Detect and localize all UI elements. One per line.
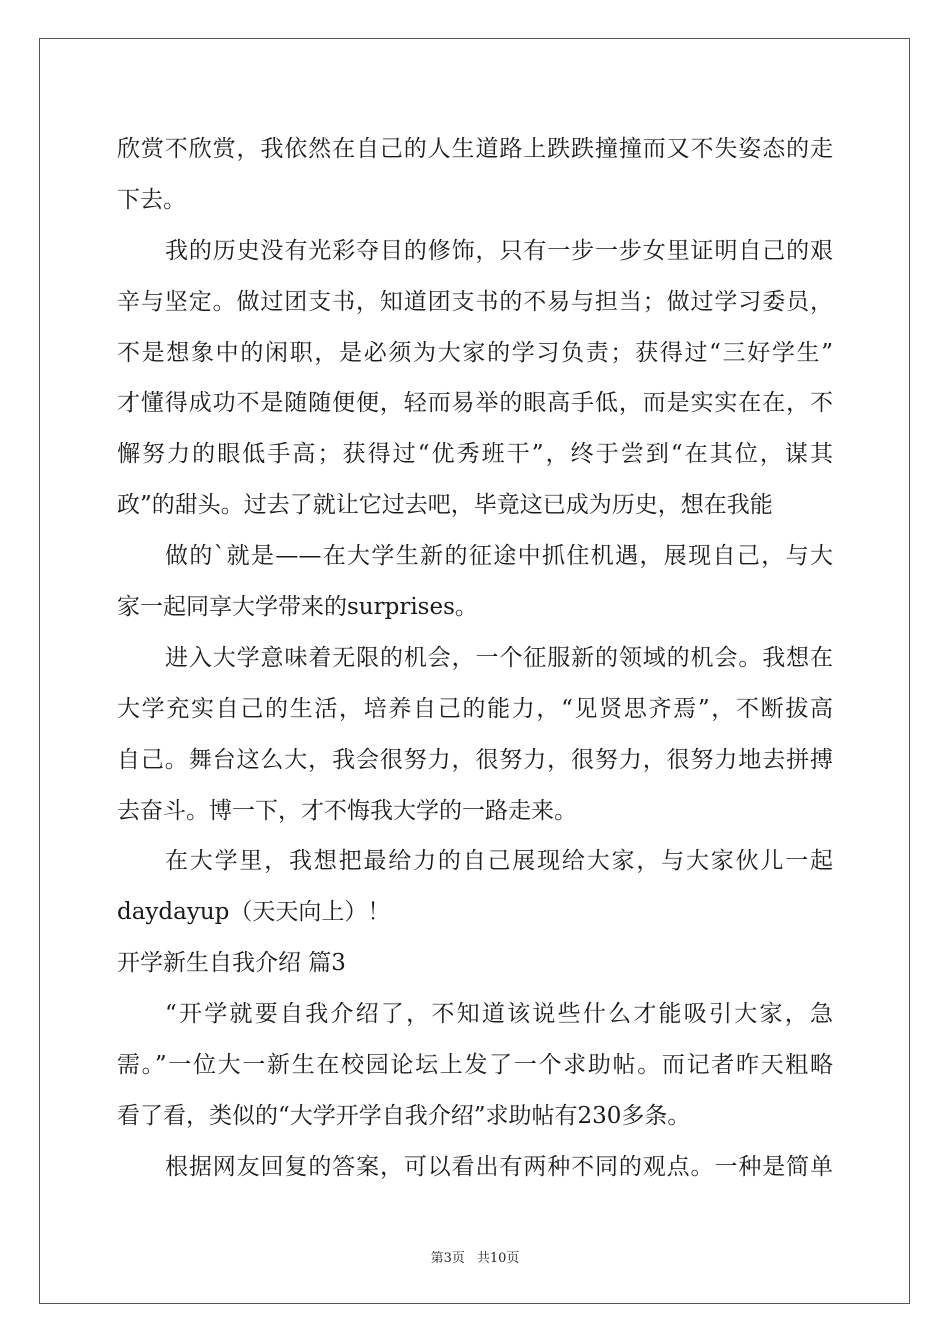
paragraph-line: 懈努力的眼低手高；获得过“优秀班干”，终于尝到“在其位，谋其 <box>117 441 833 468</box>
paragraph-line: 进入大学意味着无限的机会，一个征服新的领域的机会。我想在 <box>165 644 833 671</box>
paragraph-line: 我的历史没有光彩夺目的修饰，只有一步一步女里证明自己的艰 <box>165 237 833 264</box>
paragraph-line: 下去。 <box>117 186 186 213</box>
paragraph-line: 才懂得成功不是随随便便，轻而易举的眼高手低，而是实实在在，不 <box>117 390 833 417</box>
paragraph-line: 政”的甜头。过去了就让它过去吧，毕竟这已成为历史，想在我能 <box>117 492 773 519</box>
page-number-total: 共10页 <box>476 1251 520 1266</box>
paragraph-line: 家一起同享大学带来的surprises。 <box>117 594 478 621</box>
paragraph-line: 自己。舞台这么大，我会很努力，很努力，很努力，很努力地去拼搏 <box>117 746 833 773</box>
paragraph-line: “开学就要自我介绍了，不知道该说些什么才能吸引大家，急 <box>165 1001 833 1028</box>
page-footer <box>0 1247 950 1266</box>
section-heading: 开学新生自我介绍 篇3 <box>117 950 346 977</box>
document-body <box>117 124 833 1193</box>
paragraph-line: 辛与坚定。做过团支书，知道团支书的不易与担当；做过学习委员， <box>117 288 833 315</box>
paragraph-line: 在大学里，我想把最给力的自己展现给大家，与大家伙儿一起 <box>165 848 833 875</box>
paragraph-line: 大学充实自己的生活，培养自己的能力，“见贤思齐焉”，不断拔高 <box>117 695 833 722</box>
paragraph-line: 根据网友回复的答案，可以看出有两种不同的观点。一种是简单 <box>165 1153 833 1180</box>
paragraph-line: 欣赏不欣赏，我依然在自己的人生道路上跌跌撞撞而又不失姿态的走 <box>117 136 833 162</box>
paragraph-line: 做的`就是——在大学生新的征途中抓住机遇，展现自己，与大 <box>165 543 833 570</box>
paragraph-line: 看了看，类似的“大学开学自我介绍”求助帖有230多条。 <box>117 1102 691 1129</box>
paragraph-line: 不是想象中的闲职，是必须为大家的学习负责；获得过“三好学生” <box>117 339 833 366</box>
page-number-current: 第3页 <box>430 1251 465 1266</box>
paragraph-line: 需。”一位大一新生在校园论坛上发了一个求助帖。而记者昨天粗略 <box>117 1052 833 1079</box>
paragraph-line: daydayup（天天向上）！ <box>117 899 391 926</box>
paragraph-line: 去奋斗。博一下，才不悔我大学的一路走来。 <box>117 797 577 824</box>
